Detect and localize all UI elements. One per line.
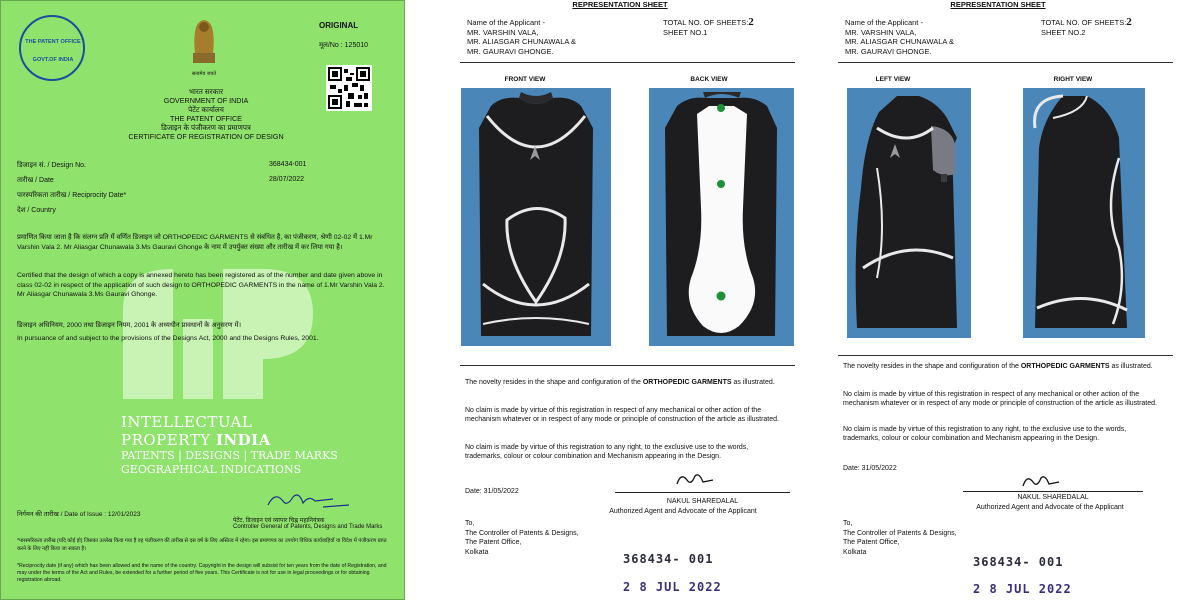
ip-line-2 [121, 431, 338, 449]
addressee-block [465, 519, 579, 557]
novelty-text-b: ORTHOPEDIC GARMENTS [1020, 363, 1110, 370]
left-view-photo [847, 88, 971, 338]
field-value: 28/07/2022 [269, 176, 305, 183]
signature-line [615, 492, 790, 493]
applicant-name: MR. GAURAVI GHONGE. [845, 46, 932, 56]
field-reciprocity-date [17, 191, 397, 206]
header-hindi-title: डिजाइन के पंजीकरण का प्रमाणपत्र [161, 123, 251, 132]
applicant-name: MR. GAURAVI GHONGE. [467, 46, 554, 56]
applicant-block [467, 18, 576, 56]
novelty-statement [843, 362, 1165, 371]
applicant-label: Name of the Applicant - [845, 18, 923, 27]
act-paragraph-hindi: डिजाइन अधिनियम, 2000 तथा डिजाइन नियम, 2001 के अध्यधीन प्रावधानों के अनुसरण में। [17, 322, 242, 329]
field-label: तारीख / Date [17, 177, 54, 184]
addressee-line: To, [465, 520, 475, 527]
patent-office-seal [19, 15, 85, 81]
addressee-line: The Controller of Patents & Designs, [465, 529, 579, 537]
ip-line-3: PATENTS | DESIGNS | TRADE MARKS [121, 449, 338, 462]
agent-signature-icon [1021, 472, 1061, 490]
garment-front-icon [461, 88, 611, 346]
design-number-stamp: 368434- 001 [623, 552, 714, 566]
field-country [17, 206, 397, 221]
ip-line-1: INTELLECTUAL [121, 413, 253, 431]
applicant-name: MR. ALIASGAR CHUNAWALA & [467, 37, 577, 46]
view-label-right: RIGHT VIEW [1053, 76, 1093, 83]
header-office: THE PATENT OFFICE [170, 114, 242, 123]
novelty-text-b: ORTHOPEDIC GARMENTS [642, 379, 732, 386]
sheet-count-block [1041, 18, 1132, 37]
controller-signature-icon [263, 489, 353, 511]
date-stamp: 2 8 JUL 2022 [623, 580, 722, 594]
sheet-number: SHEET NO.1 [663, 27, 708, 37]
addressee-line: Kolkata [465, 548, 489, 556]
seal-top-text: THE PATENT OFFICE [25, 39, 81, 45]
view-label-front: FRONT VIEW [504, 76, 546, 83]
national-emblem-icon [187, 13, 221, 67]
agent-signature-icon [675, 470, 715, 488]
total-sheets-value: 2 [1126, 16, 1132, 28]
addressee-line: To, [843, 520, 853, 527]
date-stamp: 2 8 JUL 2022 [973, 582, 1072, 596]
total-sheets-label: TOTAL NO. OF SHEETS: [663, 18, 749, 27]
original-label: ORIGINAL [319, 21, 359, 30]
design-number-stamp: 368434- 001 [973, 555, 1064, 569]
ip-line-2a: PROPERTY [121, 431, 216, 449]
field-label: डिजाइन सं. / Design No. [17, 162, 86, 169]
sheet-date: Date: 31/05/2022 [465, 488, 519, 495]
certification-paragraph: Certified that the design of which a copy is annexed hereto has been registered as of the number and date given above in class 02-02 in respect of the application of such design to ORTHOPEDIC GARMENTS in the name of 1.Mr Varshin Vala 2. Mr Aliasgar Chunawala 3.Ms Gauravi Ghonge. [17, 272, 385, 298]
sheet-count-block [663, 18, 754, 37]
novelty-text-c: as illustrated. [1109, 363, 1153, 370]
total-sheets-label: TOTAL NO. OF SHEETS: [1041, 18, 1127, 27]
field-label: पारस्परिकता तारीख / Reciprocity Date* [17, 192, 127, 199]
qr-code-icon [326, 65, 372, 111]
sheet-number: SHEET NO.2 [1041, 27, 1086, 37]
representation-sheet-1 [455, 0, 800, 600]
header-govt: GOVERNMENT OF INDIA [163, 96, 249, 105]
sheet-title: REPRESENTATION SHEET [572, 0, 668, 9]
garment-left-icon [847, 88, 971, 338]
ip-line-2b: INDIA [215, 431, 271, 449]
certificate-header [111, 87, 301, 141]
garment-right-icon [1023, 88, 1145, 338]
certificate-serial: मूल/No : 125010 [319, 42, 369, 49]
emblem-caption: सत्यमेव जयते [191, 71, 217, 77]
novelty-statement [465, 378, 787, 387]
addressee-line: The Patent Office, [465, 539, 522, 546]
divider [838, 62, 1173, 63]
view-label-back: BACK VIEW [690, 76, 728, 83]
representation-sheet-2 [833, 0, 1178, 600]
agent-name: NAKUL SHAREDALAL [666, 498, 739, 505]
act-paragraph: In pursuance of and subject to the provisions of the Designs Act, 2000 and the Designs Rules, 2001. [17, 335, 319, 342]
field-date [17, 176, 397, 191]
claim-rights: No claim is made by virtue of this registration to any right, to the exclusive use to the words, trademarks, colour or colour combination and Mechanism appearing in the Design. [843, 426, 1127, 442]
divider [838, 355, 1173, 356]
novelty-text-a: The novelty resides in the shape and configuration of the [843, 363, 1021, 370]
agent-title: Authorized Agent and Advocate of the Applicant [976, 504, 1124, 511]
claim-rights: No claim is made by virtue of this registration to any right, to the exclusive use to the words, trademarks, colour or colour combination and Mechanism appearing in the Design. [465, 444, 749, 460]
front-view-photo [461, 88, 611, 346]
header-hindi-govt: भारत सरकार [188, 87, 224, 96]
addressee-line: The Patent Office, [843, 539, 900, 546]
addressee-line: The Controller of Patents & Designs, [843, 529, 957, 537]
header-title: CERTIFICATE OF REGISTRATION OF DESIGN [128, 132, 284, 141]
footnote-hindi: *पारस्परिकता तारीख (यदि कोई हो) जिसका उल्लेख किया गया है वह पंजीकरण की तारीख से दस वर्ष के लिए अस्तित्व में रहेगा। इस प्रमाणपत्र का उपयोग विधिक कार्यवाहियों या विदेश में पंजीकरण प्राप्त करने के लिए नहीं किया जा सकता है। [17, 538, 387, 552]
header-hindi-office: पेटेंट कार्यालय [188, 105, 224, 114]
agent-title: Authorized Agent and Advocate of the Applicant [609, 508, 757, 515]
applicant-name: MR. VARSHIN VALA, [845, 27, 917, 37]
certification-paragraph-hindi: प्रमाणित किया जाता है कि संलग्न प्रति में वर्णित डिजाइन जो ORTHOPEDIC GARMENTS से संबंधित है, का पंजीकरण, श्रेणी 02-02 में 1.Mr Varshin Vala 2. Mr Aliasgar Chunawala 3.Ms Gauravi Ghonge के नाम में उपर्युक्त संख्या और तारीख में कर लिया गया है। [17, 234, 373, 251]
right-view-photo [1023, 88, 1145, 338]
controller-title [233, 516, 382, 530]
claim-mechanism: No claim is made by virtue of this registration in respect of any mechanical or other action of the mechanism whatever or in respect of any mode or principle of construction of the article as illustrated. [843, 391, 1157, 407]
addressee-line: Kolkata [843, 548, 867, 556]
ip-line-4: GEOGRAPHICAL INDICATIONS [121, 463, 302, 476]
issue-date: निर्गमन की तारीख / Date of Issue : 12/01/2023 [17, 511, 141, 518]
ip-india-branding [121, 413, 338, 477]
applicant-name: MR. VARSHIN VALA, [467, 27, 539, 37]
claim-mechanism: No claim is made by virtue of this registration in respect of any mechanical or other action of the mechanism whatever or in respect of any mode or principle of construction of the article as illustrated. [465, 407, 779, 423]
signature-line [963, 491, 1143, 492]
controller-title-hindi: पेटेंट, डिजाइन एवं व्यापार चिह्न महानियंत्रक [233, 518, 325, 524]
agent-name: NAKUL SHAREDALAL [1017, 494, 1089, 501]
total-sheets-value: 2 [748, 16, 754, 28]
novelty-text-a: The novelty resides in the shape and configuration of the [465, 379, 643, 386]
view-label-left: LEFT VIEW [875, 76, 911, 83]
footnote: *Reciprocity date (if any) which has been allowed and the name of the country. Copyright in the design will subsist for ten years from the date of Registration, and may under the terms of the Act and Rules, be extended for a further period of five years. This Certificate is not for use in legal proceedings or for obtaining registration abroad. [17, 563, 387, 583]
applicant-block [845, 18, 954, 56]
applicant-label: Name of the Applicant - [467, 18, 545, 27]
sheet-title: REPRESENTATION SHEET [950, 0, 1046, 9]
sheet-date: Date: 31/05/2022 [843, 465, 897, 472]
applicant-name: MR. ALIASGAR CHUNAWALA & [845, 37, 955, 46]
divider [460, 365, 795, 366]
seal-bottom-text: GOVT.OF INDIA [32, 57, 74, 63]
field-design-no [17, 161, 397, 176]
back-view-photo [649, 88, 794, 346]
certificate-fields [17, 161, 397, 221]
field-value: 368434-001 [269, 161, 307, 168]
design-certificate [0, 0, 405, 600]
novelty-text-c: as illustrated. [731, 379, 775, 386]
garment-back-icon [649, 88, 794, 346]
divider [460, 62, 795, 63]
addressee-block [843, 519, 957, 557]
controller-title-english: Controller General of Patents, Designs and Trade Marks [233, 524, 383, 530]
field-label: देश / Country [17, 207, 56, 214]
